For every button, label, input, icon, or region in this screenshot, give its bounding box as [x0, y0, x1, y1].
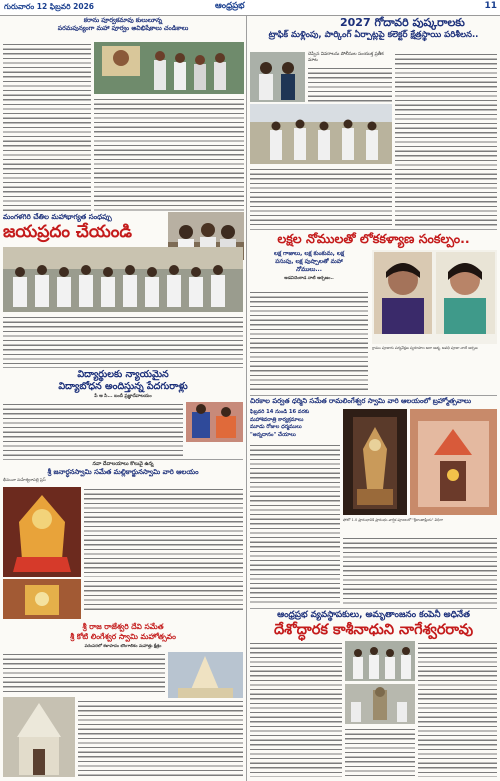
article-4: [3, 461, 243, 483]
article-8-deck-1: ఫిబ్రవరి 14 నుండి 16 వరకు: [250, 409, 310, 415]
article-8-caption: ఫోటో 1.0 ప్రారంభానికి ప్రారంభం వార్షిక పూజలలో "శ్రీకాంతాప్రియ" విధిగా: [343, 518, 443, 522]
article-7-deck-1: లక్ష గాజులు, లక్ష కుంకుమ, లక్ష: [273, 251, 345, 257]
article-9-body: [250, 641, 342, 777]
article-5: [3, 622, 243, 650]
article-3-byline: పే ఆ సి... బందీ ప్రజ్ఞాదేవాలయం: [94, 394, 152, 399]
article-7-body: [250, 290, 368, 392]
article-7-title: లక్షల నోములతో లోకకళ్యాణ సంకల్పం..: [277, 231, 470, 246]
article-3-photo: [186, 402, 243, 442]
article-8-photo-2: [410, 409, 497, 515]
article-6-side: [308, 52, 392, 110]
article-4-photo-deity: [3, 487, 81, 577]
article-9: [250, 610, 497, 639]
article-8-deck: [250, 409, 340, 439]
article-1-body-2: [94, 97, 244, 212]
article-6-photo-1: [250, 52, 305, 102]
article-9-kicker: ఆంధ్రప్రభ వ్యవస్థాపకులు, అమృతాంజనం కంపెనీ అధినేత: [277, 610, 470, 620]
article-8-title: చిరకాల పర్వత ధర్మిని సమేత రామలింగేశ్వర స్వామి వారి ఆలయంలో బ్రహ్మోత్సవాలు: [250, 397, 472, 405]
article-4-body: [84, 487, 243, 577]
article-6-title-2: ట్రాఫిక్ మళ్లింపు, పార్కింగ్ ఏర్పాట్లపై కలెక్టర్ క్షేత్రస్థాయి పరిశీలన..: [268, 30, 479, 40]
article-2-body: [3, 315, 243, 365]
officials-photo-icon: [250, 52, 305, 102]
article-8-deck-4: "అన్నదానం" చేయాలు: [250, 431, 296, 438]
article-1-title-1: కరాను పూర్వకమావు కులులూన్న: [83, 17, 163, 24]
article-4-kicker: నవా దేవాలయాలు కొలువై ఉన్న: [92, 461, 154, 467]
article-8-deck-2: మహాశివరాత్రి కార్యక్రమాలు: [250, 416, 304, 423]
temple-tower-photo-icon: [168, 652, 243, 698]
article-7-deck-2: పసుపు, లక్ష పుష్పాలతో మహా: [275, 259, 343, 265]
article-6-body-2: [250, 167, 392, 225]
article-9-photo-1: [345, 641, 415, 681]
issue-date: గురువారం 12 ఫిబ్రవరి 2026: [4, 2, 95, 11]
temple-ritual-photo-icon: [3, 579, 81, 619]
article-4-title: శ్రీ జనార్ధనస్వామి సమేత మల్లికార్జునస్వామి వారి ఆలయం: [47, 468, 199, 476]
article-2-kicker: మంగళగిరి చేతిల మహాభాగ్యత సంధప్పు: [3, 213, 112, 221]
article-9-body-2: [345, 727, 415, 777]
article-5-photo-2: [3, 697, 75, 777]
article-6-body: [395, 52, 497, 228]
shivalinga-photo-icon: [343, 409, 407, 515]
article-5-byline: పరంపరలో కళాపాదం బొంగాలికం మహాత్తు క్షేత్రం: [84, 643, 162, 648]
article-9-body-3: [418, 641, 497, 777]
divider: [250, 229, 497, 230]
article-8: [250, 397, 497, 406]
article-1-photo: [94, 42, 244, 94]
article-3-title-1: విద్యార్థులకు న్యాయమైన: [77, 369, 169, 380]
statue-photo-icon: [345, 684, 415, 724]
article-2: [3, 213, 163, 243]
group-photo-icon: [3, 247, 243, 312]
article-4-body-2: [84, 579, 243, 613]
divider: [3, 367, 243, 368]
article-7-deck: [250, 250, 368, 282]
article-5-body-2: [78, 699, 243, 777]
shrine-photo-icon: [3, 697, 75, 777]
article-1-body: [3, 42, 91, 212]
article-7-photo: [372, 250, 497, 344]
article-5-title-1: శ్రీ రాజ రాజేశ్వరి దేవి సమేత: [82, 622, 164, 631]
deity-photo-icon: [3, 487, 81, 577]
temple-entrance-photo-icon: [410, 409, 497, 515]
article-1-title-2: పరమపున్యంగా మహా పూర్వం అవిభిషేకాలు చండికాలు: [57, 25, 189, 32]
article-8-body: [250, 443, 340, 605]
article-5-body: [3, 652, 165, 694]
article-2-title: జయప్రదం చేయండి: [3, 222, 132, 242]
divider: [250, 395, 497, 396]
classroom-photo-icon: [186, 402, 243, 442]
page-header: [0, 0, 500, 16]
article-6-title-1: 2027 గోదావరి పుష్కరాలకు: [340, 16, 465, 29]
article-7-deck-3: నోములు...: [296, 267, 322, 273]
article-7: [250, 231, 497, 247]
article-9-title: దేశోద్ధారక కాశీనాధుని నాగేశ్వరరావు: [273, 622, 474, 638]
article-7-caption: గ్రామం పూజారు పర్యవేక్షణ స్వరూపాల ఆరా ఆత్మ, అవధి పూజా నాటి అర్పణ: [372, 346, 478, 350]
portrait-photos-icon: [372, 250, 497, 344]
tribute-photo-icon: [345, 641, 415, 681]
article-9-photo-2: [345, 684, 415, 724]
article-3: [3, 369, 243, 400]
article-7-by: అడవిచెంకాడ నాటి అర్పణం..: [284, 276, 334, 281]
article-5-photo: [168, 652, 243, 698]
article-4-photo-2: [3, 579, 81, 619]
article-6-photo-2: [250, 104, 392, 164]
site-inspection-photo-icon: [250, 104, 392, 164]
article-8-photo-1: [343, 409, 407, 515]
article-6: [250, 16, 497, 41]
article-4-byline: భీమునా మహేశ్వరాపల్లి ప్రెస్: [3, 477, 46, 482]
article-5-title-2: శ్రీ కోటి లింగేశ్వర స్వామి మహోత్సవం: [70, 631, 176, 641]
article-6-side-text: చెప్పిన వివరాలను పోలీసుల సంయుక్త ప్రతీక మాట: [308, 52, 384, 63]
page-number: 11: [484, 1, 497, 11]
article-3-body: [3, 402, 183, 457]
article-8-body-2: [343, 536, 497, 606]
column-divider: [246, 16, 247, 781]
ceremony-photo-icon: [94, 42, 244, 94]
article-2-group-photo: [3, 247, 243, 312]
article-3-title-2: విద్యాబోధన అందిస్తున్న పేదగురాళ్లు: [58, 381, 188, 392]
newspaper-name: ఆంధ్రప్రభ: [215, 1, 245, 11]
article-8-deck-3: మూడు రోజుల ధర్మములు: [250, 424, 302, 430]
article-1: [3, 17, 243, 33]
divider: [3, 459, 243, 460]
divider: [250, 608, 497, 609]
